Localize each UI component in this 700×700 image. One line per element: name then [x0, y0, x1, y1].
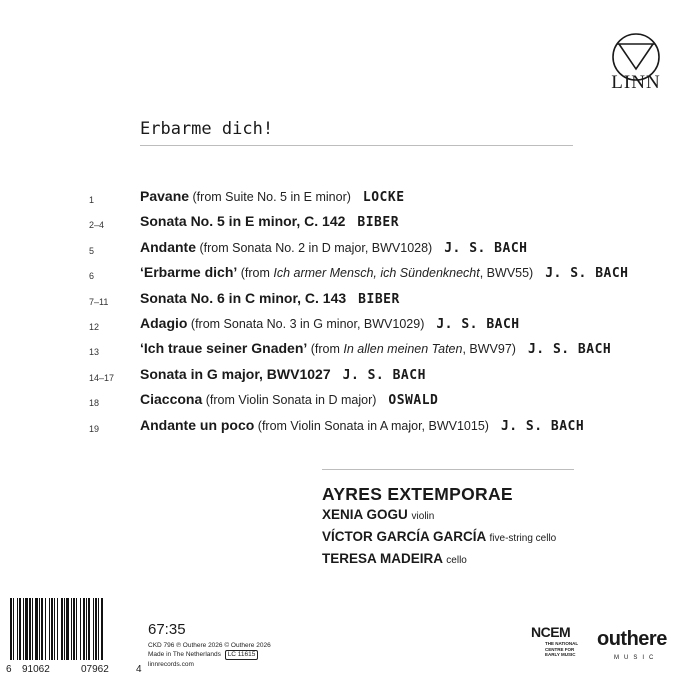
track-composer: J. S. BACH [436, 317, 520, 332]
track-detail-italic: In allen meinen Taten [343, 342, 463, 357]
ncem-sub-line: CENTRE FOR [545, 646, 575, 652]
track-composer: J. S. BACH [500, 418, 585, 434]
track-number: 19 [89, 423, 100, 434]
track-number: 12 [89, 322, 100, 332]
track-detail: (from [307, 342, 344, 357]
track-work-title: Sonata in G major, BWV1027 [140, 365, 331, 382]
barcode-digit-group: 6 [6, 664, 12, 675]
track-description [140, 264, 629, 281]
track-work-title: Adagio [140, 315, 188, 331]
track-work-title: Sonata No. 6 in C minor, C. 143 [140, 289, 347, 306]
track-composer: J. S. BACH [545, 266, 629, 282]
made-in-line [148, 650, 258, 660]
member-row [322, 527, 556, 549]
outhere-logo-subtitle: MUSIC [614, 655, 659, 661]
track-work-title: Ciaccona [140, 391, 203, 408]
barcode-digit-group: 4 [136, 664, 142, 675]
track-work-title: Sonata No. 5 in E minor, C. 142 [140, 213, 346, 230]
track-composer: J. S. BACH [342, 367, 426, 383]
track-description [140, 417, 584, 434]
track-composer: LOCKE [362, 190, 405, 205]
member-name: TERESA MADEIRA [322, 551, 443, 566]
track-number: 2–4 [89, 220, 105, 231]
track-description [140, 290, 400, 307]
track-number: 5 [89, 245, 95, 256]
track-detail: (from [237, 266, 274, 281]
track-detail: (from Sonata No. 3 in G minor, BWV1029) [187, 317, 425, 331]
track-description [140, 188, 405, 205]
track-composer: J. S. BACH [527, 342, 612, 358]
album-title: Erbarme dich! [140, 119, 274, 139]
track-work-title: Pavane [140, 188, 190, 204]
member-role: five-string cello [489, 533, 557, 544]
ncem-sub-line: EARLY MUSIC [545, 652, 576, 657]
track-detail: (from Sonata No. 2 in D major, BWV1028) [196, 240, 433, 255]
website-link[interactable]: linnrecords.com [148, 661, 194, 668]
barcode-digit-group: 91062 [22, 664, 50, 675]
track-number: 6 [89, 271, 95, 282]
track-description [140, 239, 528, 256]
ncem-logo-title: NCEM [531, 624, 571, 640]
barcode-digit-group: 07962 [81, 664, 109, 675]
track-detail-after: , BWV97) [462, 342, 516, 357]
label-name: LINN [611, 72, 661, 93]
track-composer: BIBER [357, 215, 400, 231]
track-composer: OSWALD [388, 393, 439, 409]
member-name: VÍCTOR GARCÍA GARCÍA [322, 529, 486, 544]
track-composer: BIBER [358, 291, 400, 307]
member-role: violin [411, 511, 435, 522]
member-role: cello [446, 555, 467, 566]
track-work-title: ‘Ich traue seiner Gnaden’ [140, 340, 308, 357]
title-divider [140, 145, 573, 146]
member-name: XENIA GOGU [322, 507, 408, 522]
outhere-logo-name: outhere [597, 628, 667, 650]
track-detail: (from Violin Sonata in D major) [202, 393, 377, 408]
track-number: 13 [89, 347, 100, 358]
track-description [140, 340, 611, 357]
track-composer: J. S. BACH [444, 240, 528, 256]
track-detail-italic: Ich armer Mensch, ich Sündenknecht [273, 266, 480, 281]
ncem-sub-line: THE NATIONAL [545, 641, 579, 646]
track-detail-after: , BWV55) [479, 266, 534, 281]
track-number: 7–11 [89, 296, 109, 307]
track-work-title: ‘Erbarme dich’ [140, 264, 238, 281]
lc-code-badge: LC 11615 [225, 650, 259, 660]
ensemble-name: AYRES EXTEMPORAE [322, 484, 513, 504]
catalog-line: CKD 796 ℗ Outhere 2026 © Outhere 2026 [148, 642, 271, 649]
track-description [140, 315, 520, 332]
track-detail: (from Suite No. 5 in E minor) [189, 190, 351, 204]
track-detail: (from Violin Sonata in A major, BWV1015) [254, 418, 489, 433]
ncem-logo-subtitle [545, 641, 585, 658]
track-description [140, 366, 426, 383]
track-description [140, 213, 399, 230]
total-duration: 67:35 [148, 621, 186, 638]
track-work-title: Andante [140, 238, 196, 255]
track-number: 18 [89, 398, 100, 409]
ensemble-members [322, 505, 556, 571]
ensemble-block [322, 484, 556, 571]
barcode-icon [8, 598, 136, 660]
track-work-title: Andante un poco [140, 416, 255, 433]
made-in-text: Made in The Netherlands [148, 651, 221, 658]
ensemble-divider [322, 469, 574, 470]
member-row [322, 549, 556, 571]
track-description [140, 391, 438, 408]
track-number: 14–17 [89, 372, 115, 383]
track-number: 1 [89, 195, 95, 205]
member-row [322, 505, 556, 527]
